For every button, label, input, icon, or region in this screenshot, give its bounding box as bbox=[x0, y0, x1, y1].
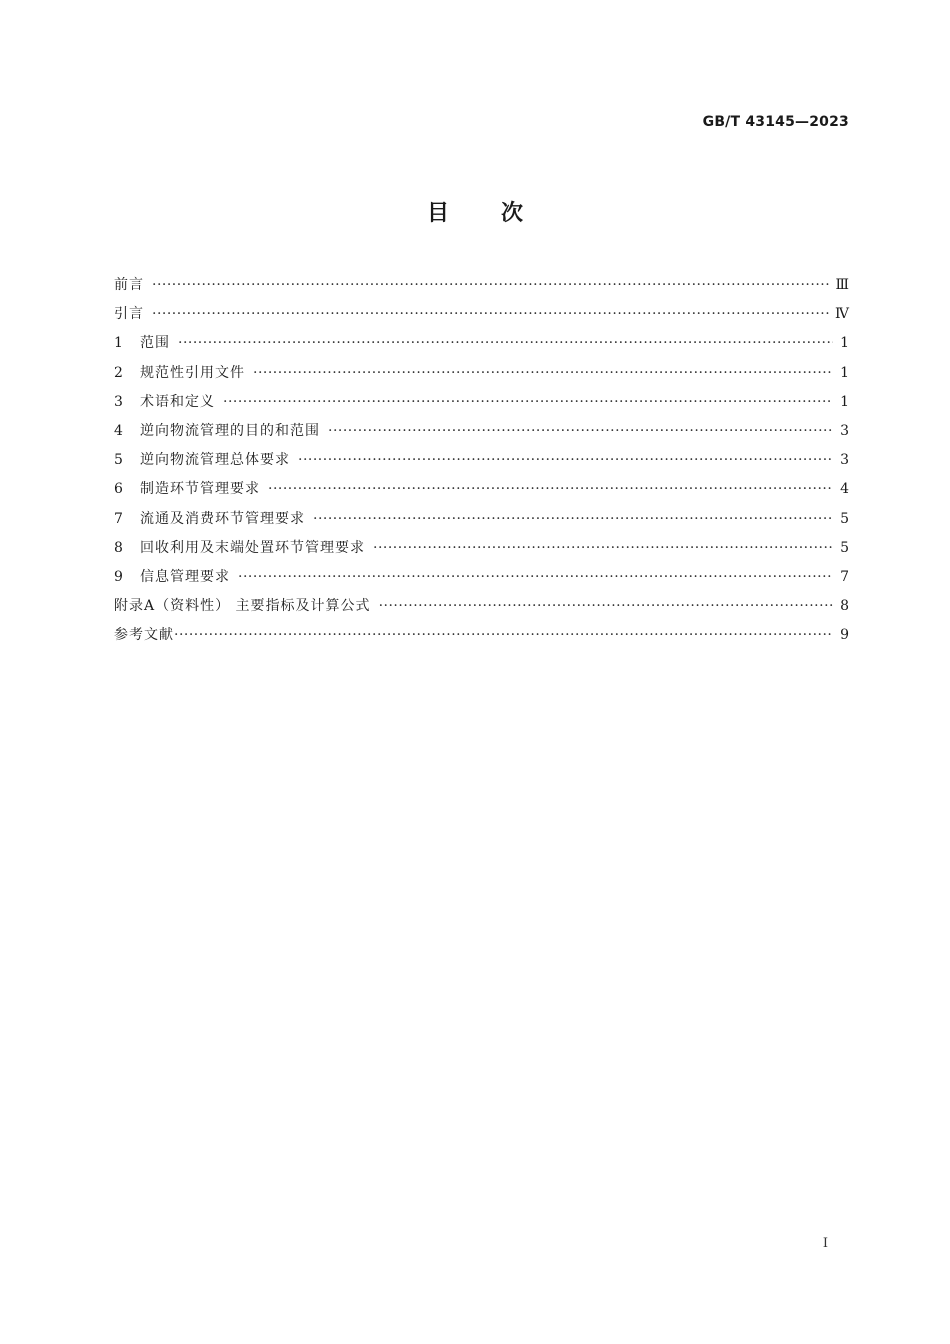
toc-entry-title: 附录A（资料性） 主要指标及计算公式 bbox=[114, 598, 371, 615]
toc-page-number: 3 bbox=[840, 422, 849, 439]
toc-entry-number: 2 bbox=[114, 364, 123, 381]
toc-entry-title: 回收利用及末端处置环节管理要求 bbox=[140, 539, 365, 556]
toc-page-number: Ⅲ bbox=[835, 277, 849, 293]
toc-leader-dots bbox=[298, 446, 833, 475]
page-title bbox=[0, 196, 950, 227]
toc-entry-title: 前言 bbox=[114, 277, 144, 293]
toc-entry-number: 8 bbox=[114, 539, 123, 556]
toc-leader-dots bbox=[373, 534, 833, 563]
toc-entry-title: 范围 bbox=[140, 335, 170, 352]
toc-entry-title: 参考文献 bbox=[114, 627, 174, 644]
toc-entry-number: 3 bbox=[114, 393, 123, 410]
toc-entry-appendix-a[interactable] bbox=[114, 592, 849, 621]
toc-leader-dots bbox=[313, 505, 833, 534]
toc-page-number: 1 bbox=[840, 335, 849, 352]
toc-entry-number: 1 bbox=[114, 335, 123, 352]
toc-entry-title: 流通及消费环节管理要求 bbox=[140, 510, 305, 527]
toc-leader-dots bbox=[223, 388, 833, 417]
toc-page-number: 4 bbox=[840, 481, 849, 498]
toc-page-number: 1 bbox=[840, 393, 849, 410]
toc-leader-dots bbox=[328, 417, 833, 446]
toc-entry-number: 6 bbox=[114, 481, 123, 498]
toc-page-number: 5 bbox=[840, 510, 849, 527]
toc-entry-3[interactable] bbox=[114, 388, 849, 417]
toc-page-number: 1 bbox=[840, 364, 849, 381]
toc-leader-dots bbox=[174, 621, 833, 650]
toc-entry-title: 术语和定义 bbox=[140, 393, 215, 410]
page-number: I bbox=[822, 1236, 828, 1251]
toc-page-number: 3 bbox=[840, 452, 849, 469]
toc-page-number: 8 bbox=[840, 598, 849, 615]
toc-entry-2[interactable] bbox=[114, 359, 849, 388]
toc-entry-number: 7 bbox=[114, 510, 123, 527]
toc-entry-title: 规范性引用文件 bbox=[140, 364, 245, 381]
page-title-char-2: 次 bbox=[501, 201, 524, 226]
toc-entry-5[interactable] bbox=[114, 446, 849, 475]
toc-entry-title: 逆向物流管理总体要求 bbox=[140, 452, 290, 469]
toc-page-number: 7 bbox=[840, 568, 849, 585]
toc-entry-title: 制造环节管理要求 bbox=[140, 481, 260, 498]
toc-page-number: 9 bbox=[840, 627, 849, 644]
toc-entry-number: 4 bbox=[114, 422, 123, 439]
toc-leader-dots bbox=[268, 475, 833, 504]
toc-entry-bibliography[interactable] bbox=[114, 621, 849, 650]
toc-entry-8[interactable] bbox=[114, 534, 849, 563]
toc-entry-title: 逆向物流管理的目的和范围 bbox=[140, 422, 320, 439]
toc-leader-dots bbox=[152, 271, 829, 300]
toc-leader-dots bbox=[379, 592, 833, 621]
toc-page-number: 5 bbox=[840, 539, 849, 556]
toc-entry-introduction[interactable] bbox=[114, 300, 849, 329]
toc-entry-1[interactable] bbox=[114, 329, 849, 358]
toc-leader-dots bbox=[178, 329, 833, 358]
page-title-char-1: 目 bbox=[426, 201, 449, 226]
toc-leader-dots bbox=[238, 563, 833, 592]
toc-entry-title: 引言 bbox=[114, 306, 144, 323]
toc-entry-title: 信息管理要求 bbox=[140, 568, 230, 585]
standard-number: GB/T 43145—2023 bbox=[702, 114, 849, 130]
toc-leader-dots bbox=[152, 300, 829, 329]
toc-page-number: Ⅳ bbox=[835, 306, 849, 323]
toc-entry-9[interactable] bbox=[114, 563, 849, 592]
toc-entry-number: 5 bbox=[114, 452, 123, 469]
table-of-contents bbox=[114, 271, 849, 650]
toc-leader-dots bbox=[253, 359, 833, 388]
toc-entry-foreword[interactable] bbox=[114, 271, 849, 300]
toc-entry-4[interactable] bbox=[114, 417, 849, 446]
toc-entry-number: 9 bbox=[114, 568, 123, 585]
toc-entry-6[interactable] bbox=[114, 475, 849, 504]
toc-entry-7[interactable] bbox=[114, 505, 849, 534]
